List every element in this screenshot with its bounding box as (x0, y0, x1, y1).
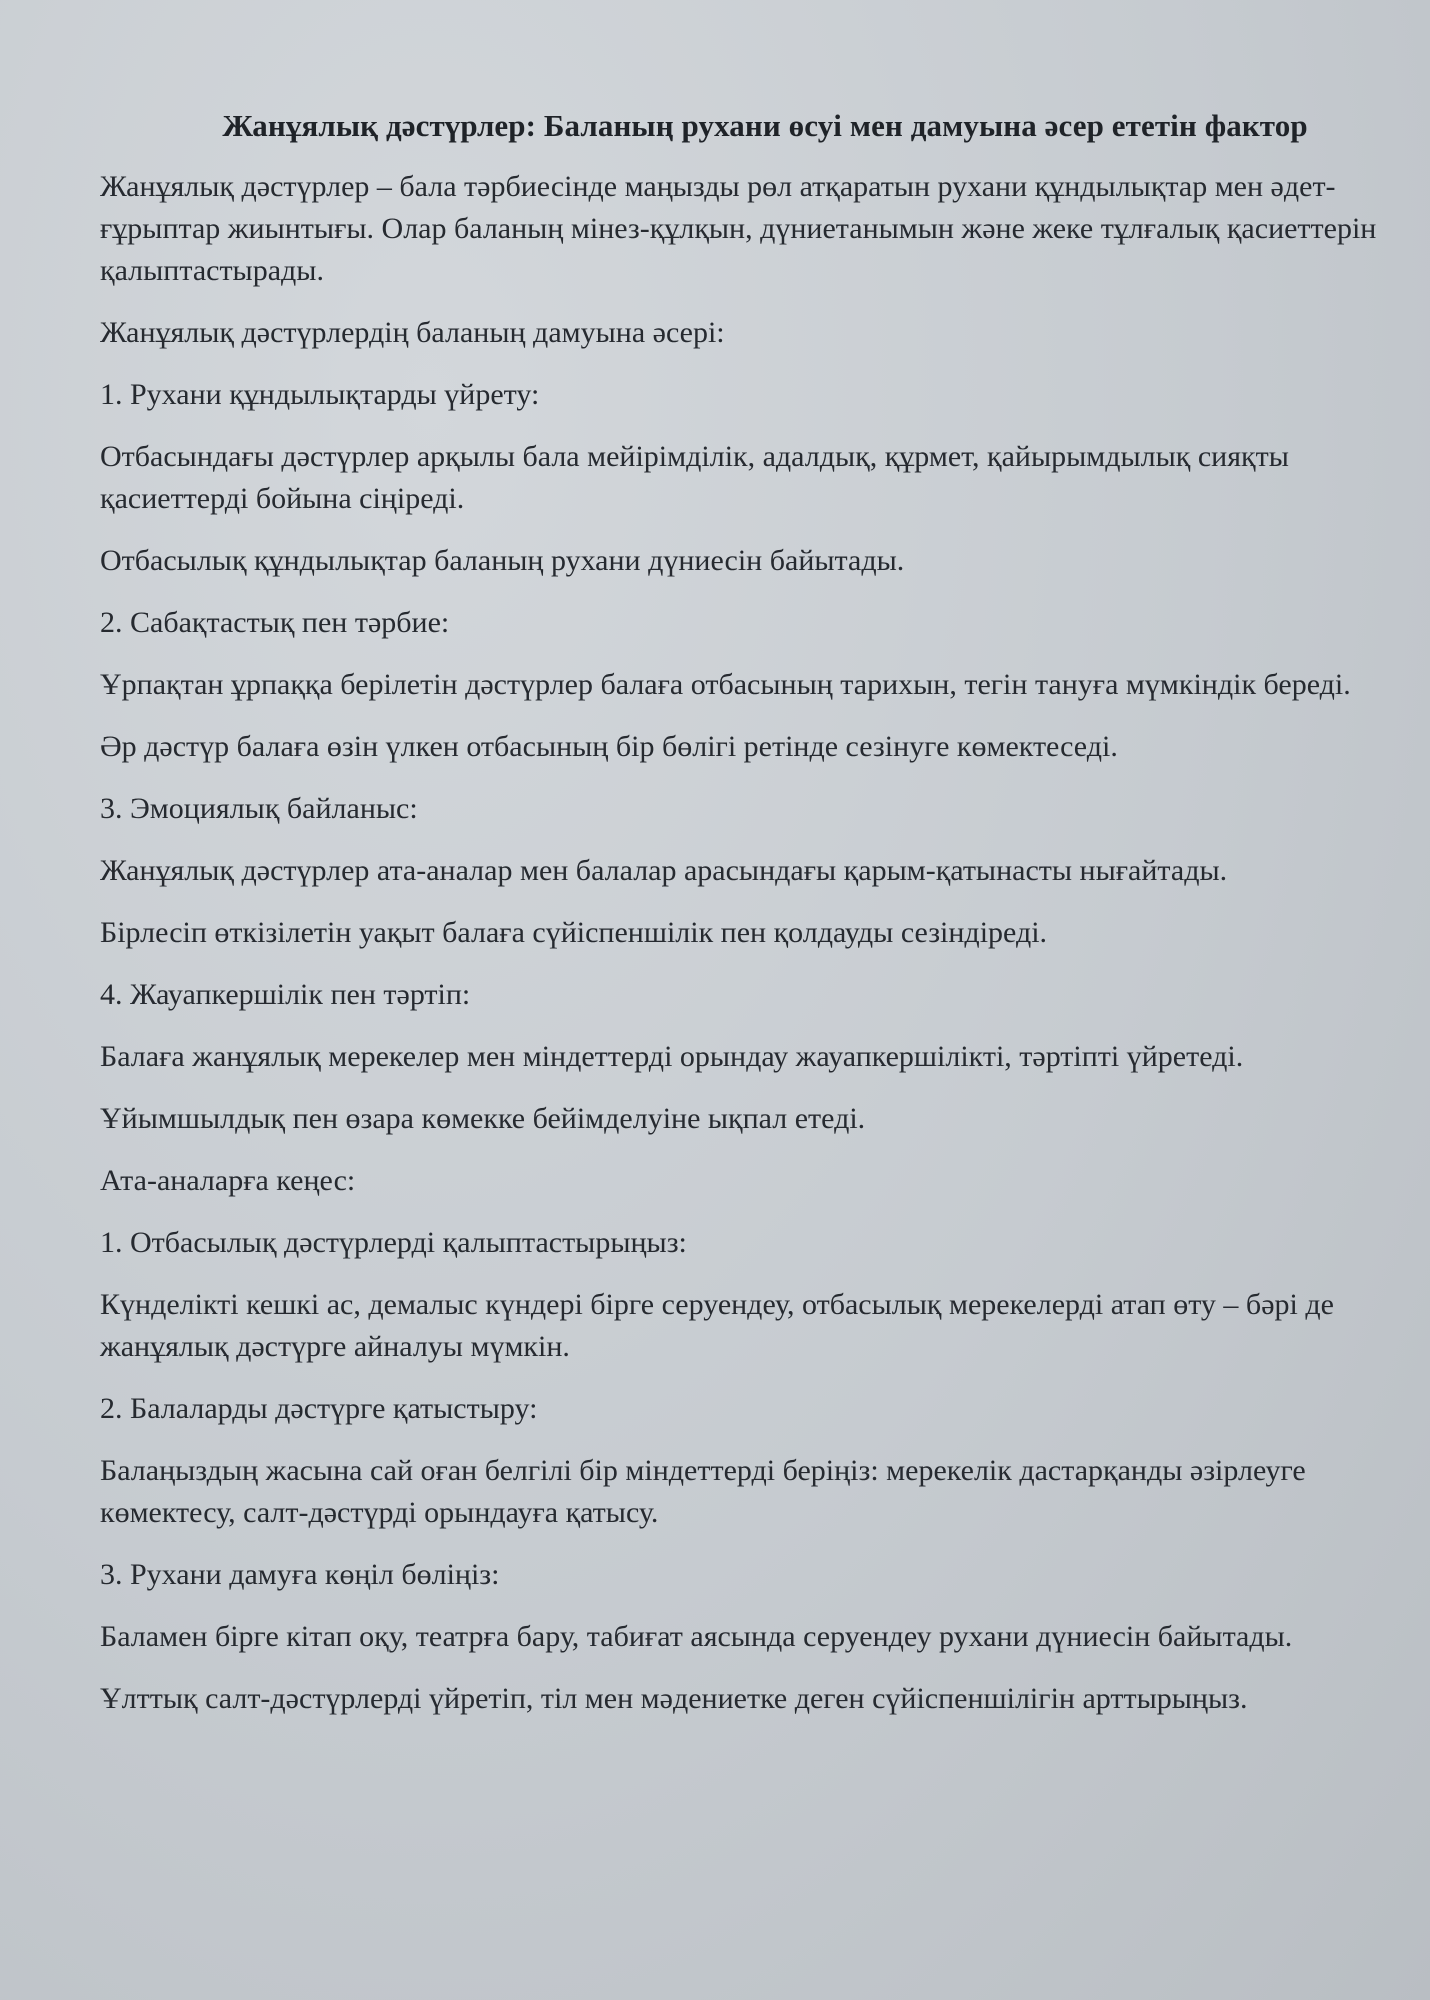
advice-3-heading: 3. Рухани дамуға көңіл бөліңіз: (100, 1558, 500, 1591)
section-2-paragraph-1: Ұрпақтан ұрпаққа берілетін дәстүрлер балаға отбасының тарихын, тегін тануға мүмкіндік береді. (100, 668, 1351, 701)
advice-3-paragraph-1: Баламен бірге кітап оқу, театрға бару, табиғат аясында серуендеу рухани дүниесін байытады. (100, 1620, 1293, 1653)
influence-heading: Жанұялық дәстүрлердің баланың дамуына әсері: (100, 316, 725, 349)
intro-paragraph: Жанұялық дәстүрлер – бала тәрбиесінде маңызды рөл атқаратын рухани құндылықтар мен әдет-ғұрыптар жиынтығы. Олар баланың мінез-құлқын, дүниетанымын және жеке тұлғалық қасиеттерін қалыптастырады. (100, 170, 1377, 287)
section-2-heading: 2. Сабақтастық пен тәрбие: (100, 606, 450, 639)
section-1-paragraph-2: Отбасылық құндылықтар баланың рухани дүниесін байытады. (100, 544, 905, 577)
section-2-paragraph-2: Әр дәстүр балаға өзін үлкен отбасының бір бөлігі ретінде сезінуге көмектеседі. (100, 730, 1118, 763)
section-1-heading: 1. Рухани құндылықтарды үйрету: (100, 378, 540, 411)
advice-heading: Ата-аналарға кеңес: (100, 1164, 356, 1197)
section-1-paragraph-1: Отбасындағы дәстүрлер арқылы бала мейірімділік, адалдық, құрмет, қайырымдылық сияқты қасиеттерді бойына сіңіреді. (100, 440, 1289, 515)
advice-1-paragraph-1: Күнделікті кешкі ас, демалыс күндері бірге серуендеу, отбасылық мерекелерді атап өту – бәрі де жанұялық дәстүрге айналуы мүмкін. (100, 1288, 1334, 1363)
advice-3-paragraph-2: Ұлттық салт-дәстүрлерді үйретіп, тіл мен мәдениетке деген сүйіспеншілігін арттырыңыз. (100, 1682, 1248, 1715)
section-3-paragraph-1: Жанұялық дәстүрлер ата-аналар мен балалар арасындағы қарым-қатынасты нығайтады. (100, 854, 1228, 887)
section-3-paragraph-2: Бірлесіп өткізілетін уақыт балаға сүйіспеншілік пен қолдауды сезіндіреді. (100, 916, 1048, 949)
advice-2-paragraph-1: Балаңыздың жасына сай оған белгілі бір міндеттерді беріңіз: мерекелік дастарқанды әзірлеуге көмектесу, салт-дәстүрді орындауға қатысу. (100, 1454, 1306, 1529)
section-4-paragraph-2: Ұйымшылдық пен өзара көмекке бейімделуіне ықпал етеді. (100, 1102, 866, 1135)
section-3-heading: 3. Эмоциялық байланыс: (100, 792, 418, 825)
advice-2-heading: 2. Балаларды дәстүрге қатыстыру: (100, 1392, 538, 1425)
section-4-heading: 4. Жауапкершілік пен тәртіп: (100, 978, 471, 1011)
section-4-paragraph-1: Балаға жанұялық мерекелер мен міндеттерді орындау жауапкершілікті, тәртіпті үйретеді. (100, 1040, 1244, 1073)
advice-1-heading: 1. Отбасылық дәстүрлерді қалыптастырыңыз: (100, 1226, 687, 1259)
document-body (100, 108, 1390, 1740)
document-title: Жанұялық дәстүрлер: Баланың рухани өсуі мен дамуына әсер ететін фактор (222, 108, 1308, 143)
